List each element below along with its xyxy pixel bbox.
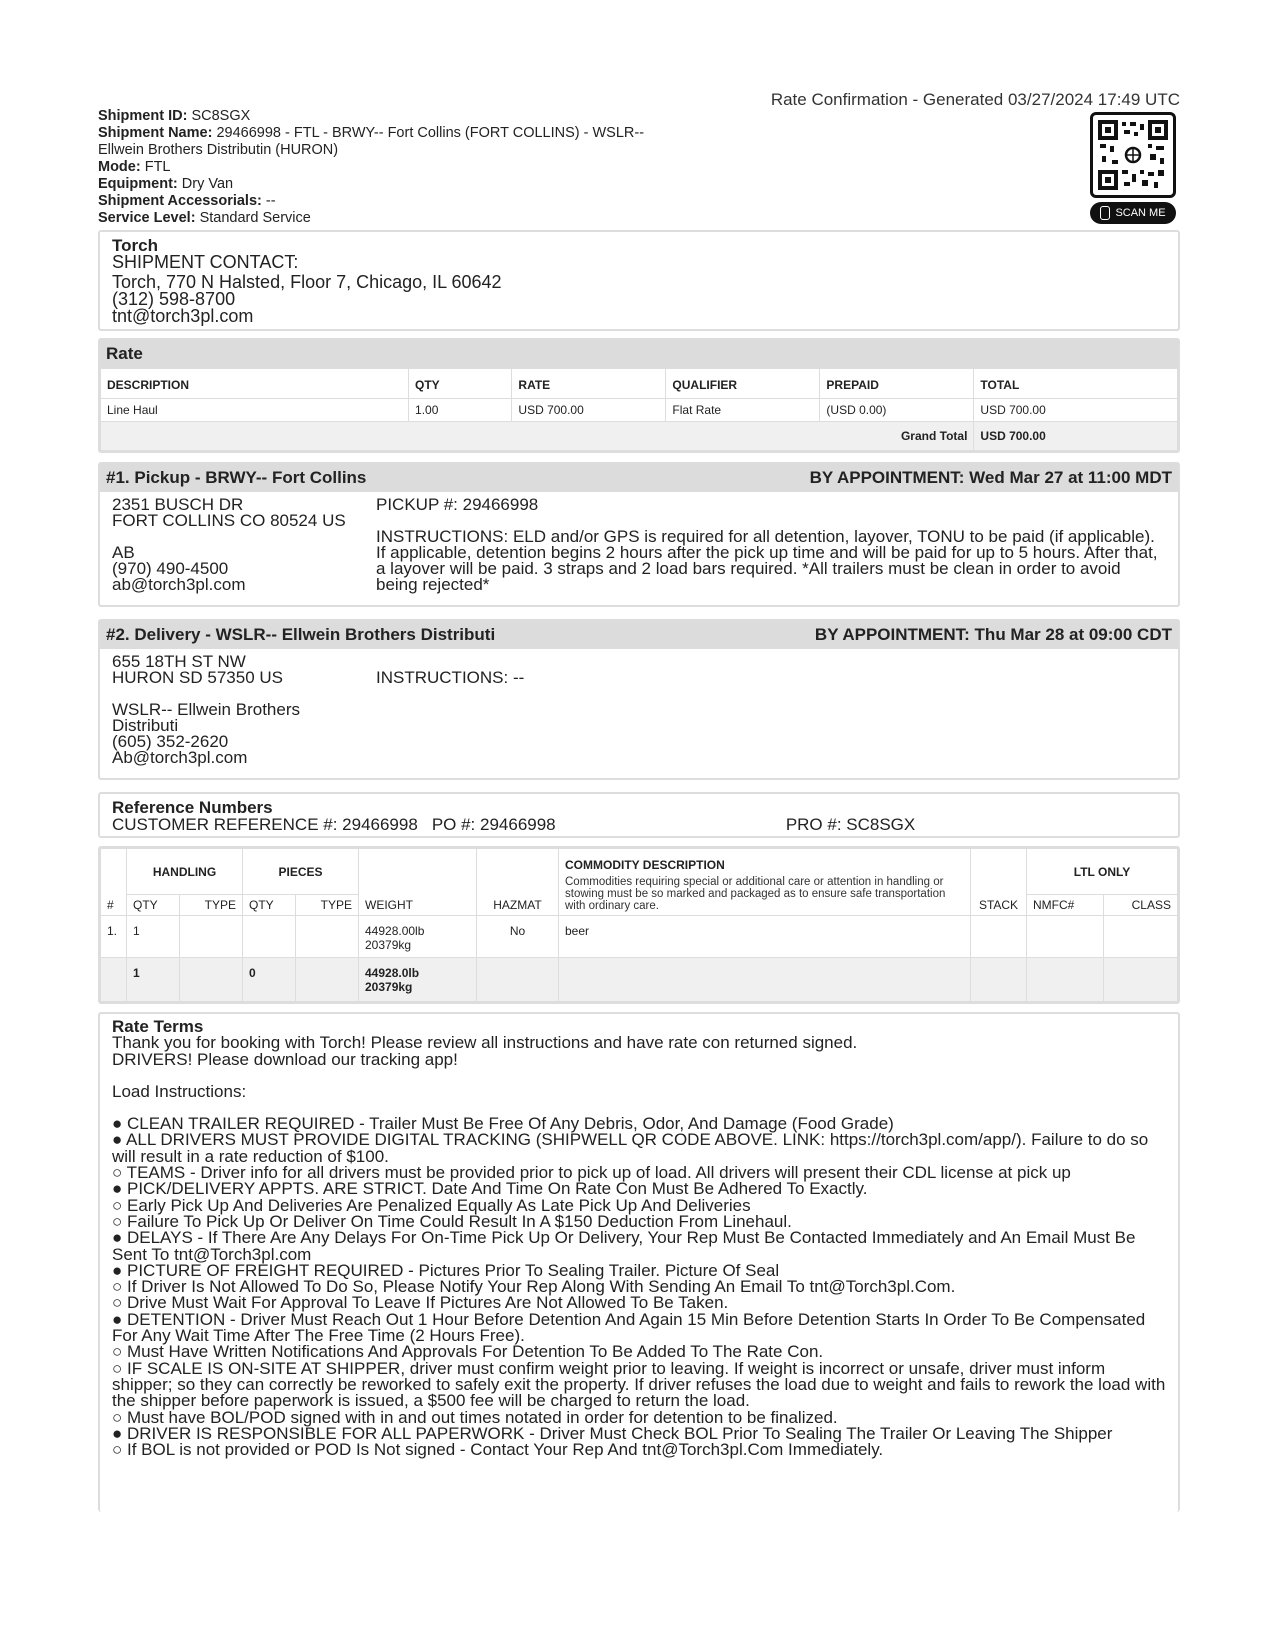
rate-cell: USD 700.00 xyxy=(512,399,666,422)
scan-me-badge xyxy=(1090,202,1176,224)
commodity-group-row xyxy=(101,849,1178,895)
pickup-street: 2351 BUSCH DR xyxy=(112,495,244,514)
rate-terms-line: ○ Must have BOL/POD signed with in and out times notated in order for detention to be finalized. xyxy=(112,1407,838,1427)
commodity-table xyxy=(100,848,1178,1002)
po-number: PO #: 29466998 xyxy=(431,815,556,834)
rate-terms-line: ● DRIVER IS RESPONSIBLE FOR ALL PAPERWORK - Driver Must Check BOL Prior To Sealing The Trailer Or Leaving The Shipper xyxy=(112,1423,1113,1443)
rate-terms-line: Thank you for booking with Torch! Please review all instructions and have rate con returned signed. xyxy=(112,1033,858,1053)
rate-title: Rate xyxy=(106,344,143,363)
qr-code-icon[interactable] xyxy=(1090,112,1176,198)
rate-col-prepaid: PREPAID xyxy=(820,369,974,399)
pro-number: PRO #: SC8SGX xyxy=(785,815,916,834)
shipment-name-label: Shipment Name: xyxy=(98,125,213,141)
pickup-details xyxy=(376,497,1166,593)
delivery-title: #2. Delivery - WSLR-- Ellwein Brothers Distributi xyxy=(106,625,496,644)
rate-terms-line: ○ TEAMS - Driver info for all drivers must be provided prior to pick up of load. All drivers will present their CDL license at pick up xyxy=(112,1163,1071,1183)
reference-row xyxy=(112,816,1166,833)
qr-code-graphic xyxy=(1098,120,1168,190)
row-weight-lb: 44928.00lb xyxy=(365,924,425,938)
rate-terms-line: ● ALL DRIVERS MUST PROVIDE DIGITAL TRACKING (SHIPWELL QR CODE ABOVE. LINK: https://torch3pl.com/app/). Failure to do so will result in a rate reduction of $100. xyxy=(112,1130,1153,1166)
rate-cell: (USD 0.00) xyxy=(820,399,974,422)
mode-label: Mode: xyxy=(98,159,141,175)
phone-icon xyxy=(1100,206,1110,220)
col-commodity-description xyxy=(559,849,971,916)
shipment-id-value: SC8SGX xyxy=(191,108,251,124)
col-handling-qty: QTY xyxy=(127,895,180,916)
contact-title: SHIPMENT CONTACT: xyxy=(112,252,299,272)
delivery-instructions: INSTRUCTIONS: -- xyxy=(376,668,525,687)
pickup-email[interactable]: ab@torch3pl.com xyxy=(112,575,246,594)
col-handling-type: TYPE xyxy=(180,895,243,916)
rate-cell: USD 700.00 xyxy=(974,399,1178,422)
pickup-contact: AB xyxy=(112,543,135,562)
shipment-id-label: Shipment ID: xyxy=(98,108,188,124)
rate-terms-title: Rate Terms xyxy=(112,1017,204,1036)
delivery-details xyxy=(376,654,1166,766)
contact-phone: (312) 598-8700 xyxy=(112,289,236,309)
rate-terms-line: ○ If Driver Is Not Allowed To Do So, Please Notify Your Rep Along With Sending An Email To tnt@Torch3pl.Com. xyxy=(112,1277,956,1297)
contact-company: Torch xyxy=(112,236,158,255)
col-nmfc: NMFC# xyxy=(1027,895,1104,916)
rate-terms-line: ● PICTURE OF FREIGHT REQUIRED - Pictures Prior To Sealing Trailer. Picture Of Seal xyxy=(112,1260,780,1280)
group-handling: HANDLING xyxy=(127,849,243,895)
pickup-number: PICKUP #: 29466998 xyxy=(376,495,539,514)
delivery-contact: WSLR-- Ellwein Brothers Distributi xyxy=(112,700,300,735)
group-ltl-only: LTL ONLY xyxy=(1027,849,1178,895)
rate-header xyxy=(100,340,1178,368)
rate-terms-line: ○ IF SCALE IS ON-SITE AT SHIPPER, driver must confirm weight prior to leaving. If weight is incorrect or unsafe, driver must inform shipper; so they can correctly be reworked to safely exit the property. If driver refuses the load due to weight and fails to rework the load with the shipper before paperwork is issued, a $500 fee will be charged to return the load. xyxy=(112,1358,1171,1411)
rate-table xyxy=(100,368,1178,451)
col-weight: WEIGHT xyxy=(359,849,477,916)
mode-value: FTL xyxy=(144,159,171,175)
total-weight-lb: 44928.0lb xyxy=(365,966,420,980)
accessorials-value: -- xyxy=(265,193,276,209)
pickup-address-block xyxy=(112,497,376,593)
shipment-name-row xyxy=(98,125,658,159)
delivery-body xyxy=(100,649,1178,778)
rate-row xyxy=(101,399,1178,422)
rate-col-description: DESCRIPTION xyxy=(101,369,409,399)
delivery-phone: (605) 352-2620 xyxy=(112,732,229,751)
commodity-section xyxy=(98,846,1180,1004)
rate-cell: Line Haul xyxy=(101,399,409,422)
equipment-row xyxy=(98,176,658,193)
pickup-city: FORT COLLINS CO 80524 US xyxy=(112,511,346,530)
pickup-body xyxy=(100,492,1178,605)
rate-col-rate: RATE xyxy=(512,369,666,399)
pickup-header xyxy=(100,464,1178,492)
contact-address: Torch, 770 N Halsted, Floor 7, Chicago, IL 60642 xyxy=(112,272,502,292)
rate-terms-line: ○ If BOL is not provided or POD Is Not signed - Contact Your Rep And tnt@Torch3pl.Com Immediately. xyxy=(112,1440,884,1460)
rate-terms-line: ● DETENTION - Driver Must Reach Out 1 Hour Before Detention And Again 15 Min Before Detention Starts In Order To Be Compensated For Any Wait Time After The Free Time (2 Hours Free). xyxy=(112,1309,1150,1346)
pickup-phone: (970) 490-4500 xyxy=(112,559,229,578)
rate-terms-box xyxy=(98,1012,1180,1512)
rate-terms-line xyxy=(112,1068,1166,1084)
col-class: CLASS xyxy=(1103,895,1177,916)
reference-title: Reference Numbers xyxy=(112,798,273,817)
rate-cell: 1.00 xyxy=(409,399,512,422)
pickup-appointment: BY APPOINTMENT: Wed Mar 27 at 11:00 MDT xyxy=(809,468,1172,487)
group-pieces: PIECES xyxy=(243,849,359,895)
pickup-instructions: INSTRUCTIONS: ELD and/or GPS is required for all detention, layover, TONU to be paid (if applicable). If applicable, detention begins 2 hours after the pick up time and will be paid for up to 5 hours. After that, a layover will be paid. 3 straps and 2 load bars required. *All trailers must be clean in order to avoid being rejected* xyxy=(376,527,1158,594)
grand-total-row xyxy=(101,422,1178,451)
total-handling-qty: 1 xyxy=(127,958,180,1002)
col-pieces-qty: QTY xyxy=(243,895,296,916)
delivery-appointment: BY APPOINTMENT: Thu Mar 28 at 09:00 CDT xyxy=(814,625,1172,644)
rate-section xyxy=(98,338,1180,453)
shipment-name-value: 29466998 - FTL - BRWY-- Fort Collins (FORT COLLINS) - WSLR-- Ellwein Brothers Distributin (HURON) xyxy=(98,125,645,158)
rate-terms-line: ○ Failure To Pick Up Or Deliver On Time Could Result In A $150 Deduction From Linehaul. xyxy=(112,1211,792,1231)
delivery-street: 655 18TH ST NW xyxy=(112,652,246,671)
rate-terms-line: ○ Must Have Written Notifications And Approvals For Detention To Be Added To The Rate Con. xyxy=(112,1342,824,1362)
rate-col-total: TOTAL xyxy=(974,369,1178,399)
row-description: beer xyxy=(559,916,971,958)
row-hazmat: No xyxy=(477,916,559,958)
delivery-header xyxy=(100,621,1178,649)
accessorials-label: Shipment Accessorials: xyxy=(98,193,262,209)
service-level-row xyxy=(98,210,658,227)
commodity-totals-row xyxy=(101,958,1178,1002)
commodity-desc-title: COMMODITY DESCRIPTION xyxy=(565,858,725,872)
shipment-meta xyxy=(98,86,658,227)
total-pieces-qty: 0 xyxy=(243,958,296,1002)
col-hazmat: HAZMAT xyxy=(477,849,559,916)
customer-reference: CUSTOMER REFERENCE #: 29466998 xyxy=(112,815,418,834)
pickup-section xyxy=(98,462,1180,607)
rate-terms-line: ● CLEAN TRAILER REQUIRED - Trailer Must Be Free Of Any Debris, Odor, And Damage (Food Grade) xyxy=(112,1114,894,1134)
service-level-value: Standard Service xyxy=(199,210,311,226)
contact-email[interactable]: tnt@torch3pl.com xyxy=(112,306,254,326)
commodity-row xyxy=(101,916,1178,958)
scan-me-label: SCAN ME xyxy=(1115,207,1166,219)
total-weight-kg: 20379kg xyxy=(365,980,413,994)
rate-col-qualifier: QUALIFIER xyxy=(666,369,820,399)
grand-total-value: USD 700.00 xyxy=(974,422,1178,451)
row-handling-qty: 1 xyxy=(127,916,180,958)
rate-confirmation-page xyxy=(98,86,1180,1512)
rate-terms-line: ● PICK/DELIVERY APPTS. ARE STRICT. Date And Time On Rate Con Must Be Adhered To Exactly. xyxy=(112,1179,868,1199)
row-weight xyxy=(359,916,477,958)
col-num: # xyxy=(101,849,127,916)
shipment-id-row xyxy=(98,108,658,125)
total-weight xyxy=(359,958,477,1002)
delivery-section xyxy=(98,619,1180,780)
rate-terms-line: Load Instructions: xyxy=(112,1081,247,1101)
rate-col-qty: QTY xyxy=(409,369,512,399)
grand-total-label: Grand Total xyxy=(101,422,974,451)
rate-header-row xyxy=(101,369,1178,399)
equipment-value: Dry Van xyxy=(181,176,234,192)
equipment-label: Equipment: xyxy=(98,176,178,192)
rate-cell: Flat Rate xyxy=(666,399,820,422)
mode-row xyxy=(98,159,658,176)
rate-terms-line: ○ Drive Must Wait For Approval To Leave If Pictures Are Not Allowed To Be Taken. xyxy=(112,1293,729,1313)
pickup-title: #1. Pickup - BRWY-- Fort Collins xyxy=(106,468,367,487)
accessorials-row xyxy=(98,193,658,210)
col-stack: STACK xyxy=(971,849,1027,916)
service-level-label: Service Level: xyxy=(98,210,196,226)
row-num: 1. xyxy=(101,916,127,958)
generated-title: Rate Confirmation - Generated 03/27/2024 17:49 UTC xyxy=(770,90,1180,109)
commodity-desc-note: Commodities requiring special or additional care or attention in handling or stowing must be so marked and packaged as to ensure safe transportation with ordinary care. xyxy=(565,876,946,912)
qr-block[interactable] xyxy=(1090,112,1176,224)
col-pieces-type: TYPE xyxy=(296,895,359,916)
rate-terms-line: ○ Early Pick Up And Deliveries Are Penalized Equally As Late Pick Up And Deliveries xyxy=(112,1195,751,1215)
row-weight-kg: 20379kg xyxy=(365,938,412,952)
delivery-city: HURON SD 57350 US xyxy=(112,668,284,687)
shipment-contact-box xyxy=(98,230,1180,331)
rate-terms-body xyxy=(112,1033,1171,1460)
rate-terms-line: DRIVERS! Please download our tracking app! xyxy=(112,1049,458,1069)
reference-numbers-box xyxy=(98,792,1180,838)
delivery-address-block xyxy=(112,654,376,766)
rate-terms-line: ● DELAYS - If There Are Any Delays For On-Time Pick Up Or Delivery, Your Rep Must Be Contacted Immediately and An Email Must Be Sent To tnt@Torch3pl.com xyxy=(112,1228,1141,1264)
delivery-email[interactable]: Ab@torch3pl.com xyxy=(112,748,248,767)
